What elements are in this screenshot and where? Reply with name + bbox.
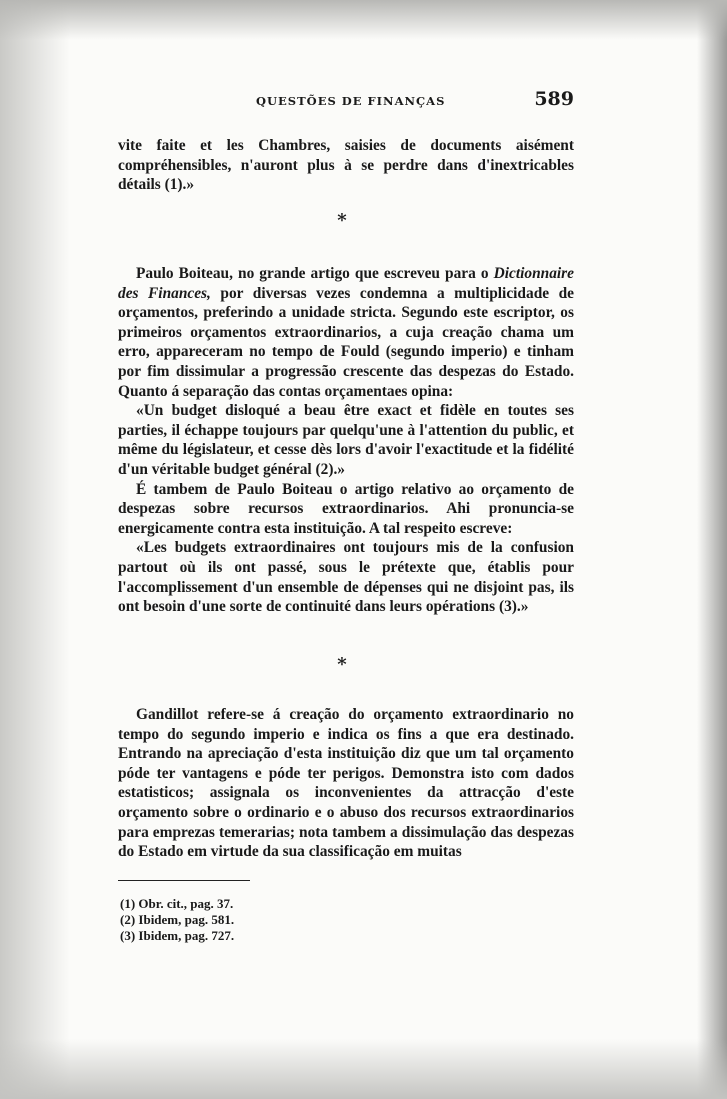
section-separator-1: *: [337, 210, 347, 231]
quote-2: «Les budgets extraordinaires ont toujours mis de la confusion partout où ils ont passé, sous le prétexte que, établis pour l'accomplissement d'un ensemble de dépenses qui ne disjoint pas, ils ont besoin d'une sorte de continuité dans leurs opérations (3).»: [118, 539, 574, 616]
paragraph-boiteau-2: É tambem de Paulo Boiteau o artigo relativo ao orçamento de despezas sobre recursos extraordinarios. Ahi pronuncia-se energicamente contra esta instituição. A tal respeito escreve:: [118, 480, 574, 537]
scan-shadow-left: [0, 0, 70, 1099]
footnote-2: (2) Ibidem, pag. 581.: [120, 912, 235, 927]
section-separator-2: *: [337, 654, 347, 675]
running-title: QUESTÕES DE FINANÇAS: [256, 94, 446, 108]
footnote-rule: [118, 880, 250, 881]
text-block-3: [118, 705, 574, 862]
scan-shadow-top: [0, 0, 727, 40]
footnote-1: (1) Obr. cit., pag. 37.: [120, 896, 234, 911]
scan-shadow-bottom: [0, 1039, 727, 1099]
paragraph-boiteau-part2: por diversas vezes condemna a multiplicidade de orçamentos, preferindo a unidade stricta. Segundo este escriptor, os primeiros orçamentos extraordinarios, a cuja creação chama um erro, appareceram no tempo de Fould (segundo imperio) e tinham por fim dissimular a progressão crescente das despezas do Estado. Quanto á separação das contas orçamentaes opina:: [118, 284, 574, 400]
paragraph-gandillot: Gandillot refere-se á creação do orçamento extraordinario no tempo do segundo imperio e indica os fins a que era destinado. Entrando na apreciação d'esta instituição diz que um tal orçamento póde ter vantagens e póde ter perigos. Demonstra isto com dados estatisticos; assignala os inconvenientes da attracção d'este orçamento sobre o ordinario e o abuso dos recursos extraordinarios para emprezas temerarias; nota tambem a dissimulação das despezas do Estado em virtude da sua classificação em muitas: [118, 706, 574, 861]
footnotes: [120, 896, 234, 944]
footnote-3: (3) Ibidem, pag. 727.: [120, 928, 235, 943]
work-title: Dictionnaire des Finances,: [118, 265, 574, 302]
quote-1: «Un budget disloqué a beau être exact et fidèle en toutes ses parties, il échappe toujours par quelqu'une à l'attention du public, et même du législateur, et cesse dès lors d'avoir l'exactitude et la fidélité d'un véritable budget général (2).»: [118, 402, 574, 478]
page-header: [118, 88, 574, 116]
paragraph-continuation: vite faite et les Chambres, saisies de documents aisément compréhensibles, n'auront plus à se perdre dans d'inextricables détails (1).»: [118, 137, 574, 194]
page-number: 589: [534, 88, 574, 110]
text-block-2: [118, 264, 574, 617]
scan-shadow-right: [697, 0, 727, 1099]
paragraph-boiteau-part1: Paulo Boiteau, no grande artigo que escreveu para o: [136, 265, 494, 282]
text-block-1: [118, 136, 574, 195]
paragraph-boiteau: [118, 264, 574, 401]
